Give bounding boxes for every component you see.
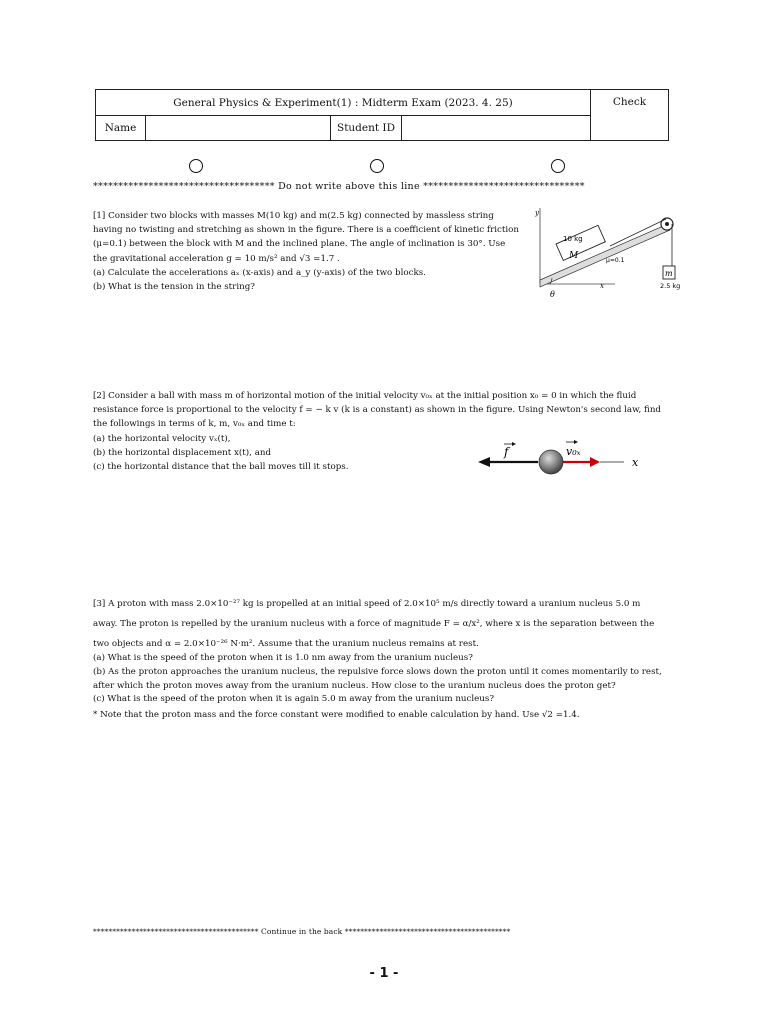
exam-header-table [95, 89, 669, 141]
fig-x-axis: x [600, 282, 604, 290]
q3-line-1: [3] A proton with mass 2.0×10⁻²⁷ kg is propelled at an initial speed of 2.0×10⁵ m/s directly toward a uranium nucleus 5.0 m [93, 599, 641, 609]
q2-line-3: the followings in terms of k, m, v₀ₓ and time t: [93, 419, 296, 430]
student-id-field[interactable] [402, 116, 591, 141]
exam-title: General Physics & Experiment(1) : Midterm Exam (2023. 4. 25) [96, 90, 591, 116]
q3-part-c: (c) What is the speed of the proton when it is again 5.0 m away from the uranium nucleus? [93, 694, 495, 705]
check-cell: Check [591, 90, 669, 141]
q1-line-1: [1] Consider two blocks with masses M(10 kg) and m(2.5 kg) connected by massless string [93, 211, 494, 221]
q2-line-2: resistance force is proportional to the velocity f = − k v (k is a constant) as shown in the figure. Using Newton's second law, find [93, 405, 661, 416]
q2-part-b: (b) the horizontal displacement x(t), and [93, 447, 272, 458]
page-number: - 1 - [369, 966, 399, 981]
fig-y-axis: y [535, 209, 539, 217]
ball-figure [470, 436, 660, 478]
do-not-write-divider: ************************************ Do not write above this line ******************************** [93, 181, 585, 192]
name-label: Name [96, 116, 146, 141]
q1-part-b: (b) What is the tension in the string? [93, 282, 255, 293]
q1-line-2: having no twisting and stretching as shown in the figure. There is a coefficient of kinetic friction [93, 225, 520, 236]
continue-footer: ******************************************* Continue in the back ******************************************* [93, 927, 511, 936]
q2-part-a: (a) the horizontal velocity vₓ(t), [93, 433, 231, 444]
q3-part-b-1: (b) As the proton approaches the uranium nucleus, the repulsive force slows down the proton until it comes momentarily to rest, [93, 666, 662, 677]
fig-block-M: M [569, 251, 579, 261]
fig-force-label: f [504, 445, 509, 459]
q1-line-3: (μ=0.1) between the block with M and the inclined plane. The angle of inclination is 30°. Use [93, 239, 506, 250]
fig-mass-big: 10 kg [563, 235, 583, 243]
q3-part-b-2: after which the proton moves away from the uranium nucleus. How close to the uranium nucleus does the proton get? [93, 680, 616, 691]
q1-line-4: the gravitational acceleration g = 10 m/s² and √3 =1.7 . [93, 253, 340, 264]
bubble-circle-3[interactable] [551, 159, 565, 173]
fig-mass-small: 2.5 kg [660, 282, 681, 290]
q3-line-2: away. The proton is repelled by the uranium nucleus with a force of magnitude F = α/x², where x is the separation between the [93, 618, 655, 629]
incline-figure [530, 206, 690, 300]
name-field[interactable] [146, 116, 331, 141]
bubble-circle-1[interactable] [189, 159, 203, 173]
fig-theta: θ [550, 290, 555, 299]
q1-part-a: (a) Calculate the accelerations aₓ (x-axis) and a_y (y-axis) of the two blocks. [93, 267, 426, 278]
question-1 [93, 209, 525, 294]
bubble-circle-2[interactable] [370, 159, 384, 173]
q2-part-c: (c) the horizontal distance that the ball moves till it stops. [93, 462, 349, 473]
question-3 [93, 598, 675, 723]
fig-block-m: m [665, 269, 673, 278]
fig-mu: μ=0.1 [606, 257, 625, 264]
fig-velocity-label: v₀ₓ [566, 445, 581, 458]
fig-x-label: x [632, 456, 639, 469]
q2-line-1: [2] Consider a ball with mass m of horizontal motion of the initial velocity v₀ₓ at the initial position x₀ = 0 in which the fluid [93, 391, 637, 401]
student-id-label: Student ID [331, 116, 402, 141]
q3-line-3: two objects and α = 2.0×10⁻²⁶ N·m². Assume that the uranium nucleus remains at rest. [93, 638, 479, 649]
q3-note: * Note that the proton mass and the force constant were modified to enable calculation by hand. Use √2 =1.4. [93, 710, 580, 721]
q3-part-a: (a) What is the speed of the proton when it is 1.0 nm away from the uranium nucleus? [93, 652, 473, 663]
